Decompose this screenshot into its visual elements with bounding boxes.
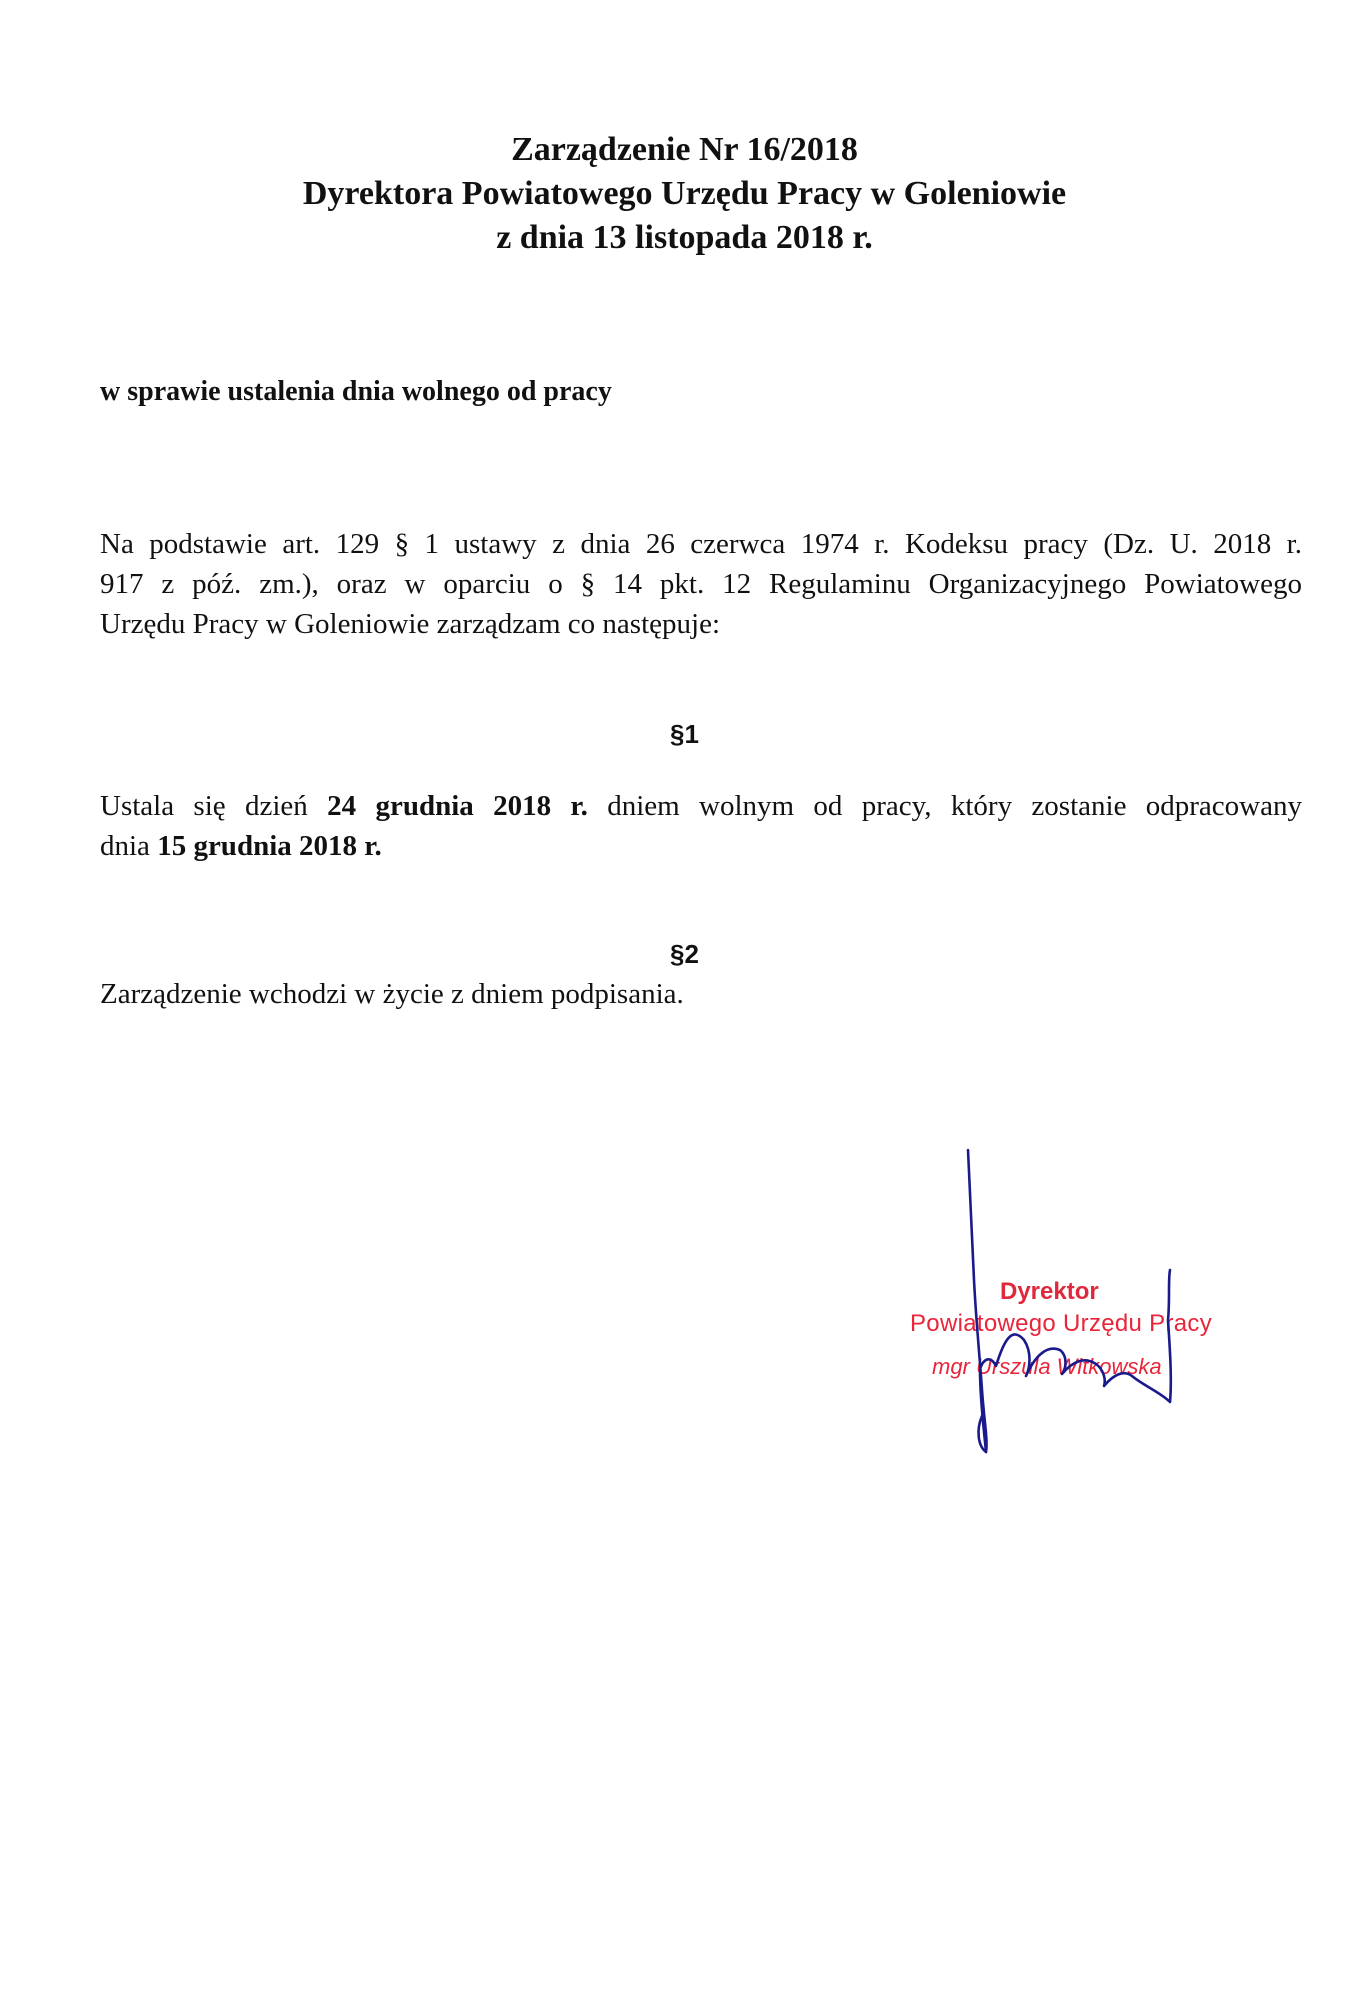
section-1-text-c: dnia xyxy=(100,830,158,862)
document-title xyxy=(0,128,1369,260)
title-line-1: Zarządzenie Nr 16/2018 xyxy=(511,131,858,168)
section-1-text-a: Ustala się dzień xyxy=(100,790,328,822)
stamp-name: mgr Urszula Witkowska xyxy=(932,1354,1162,1379)
signature-stroke-main xyxy=(968,1150,1171,1452)
section-1-text-b: dniem wolnym od pracy, który zostanie odpracowany xyxy=(587,790,1302,822)
section-2-heading: §2 xyxy=(670,939,699,969)
document-subject: w sprawie ustalenia dnia wolnego od pracy xyxy=(100,376,612,407)
legal-basis-line-3: Urzędu Pracy w Goleniowie zarządzam co następuje: xyxy=(100,608,721,640)
section-1-date-b: 15 grudnia 2018 r. xyxy=(157,830,382,862)
title-line-2: Dyrektora Powiatowego Urzędu Pracy w Goleniowie xyxy=(302,175,1067,212)
section-2-paragraph: Zarządzenie wchodzi w życie z dniem podpisania. xyxy=(100,978,684,1010)
section-1-line-1 xyxy=(100,786,1302,826)
legal-basis-line-1: Na podstawie art. 129 § 1 ustawy z dnia 26 czerwca 1974 r. Kodeksu pracy (Dz. U. 2018 r. xyxy=(100,528,1302,560)
legal-basis-line-2: 917 z póź. zm.), oraz w oparciu o § 14 pkt. 12 Regulaminu Organizacyjnego Powiatowego xyxy=(100,568,1302,600)
section-1-heading: §1 xyxy=(670,719,699,749)
section-1-line-2 xyxy=(100,826,1302,866)
stamp-organization: Powiatowego Urzędu Pracy xyxy=(910,1310,1213,1337)
section-1-date-a: 24 grudnia 2018 r. xyxy=(327,790,588,822)
stamp-title: Dyrektor xyxy=(1000,1278,1099,1305)
legal-basis-paragraph xyxy=(100,524,1302,644)
title-line-3: z dnia 13 listopada 2018 r. xyxy=(496,219,873,256)
section-1-paragraph xyxy=(100,786,1302,866)
handwritten-signature xyxy=(900,1130,1260,1470)
